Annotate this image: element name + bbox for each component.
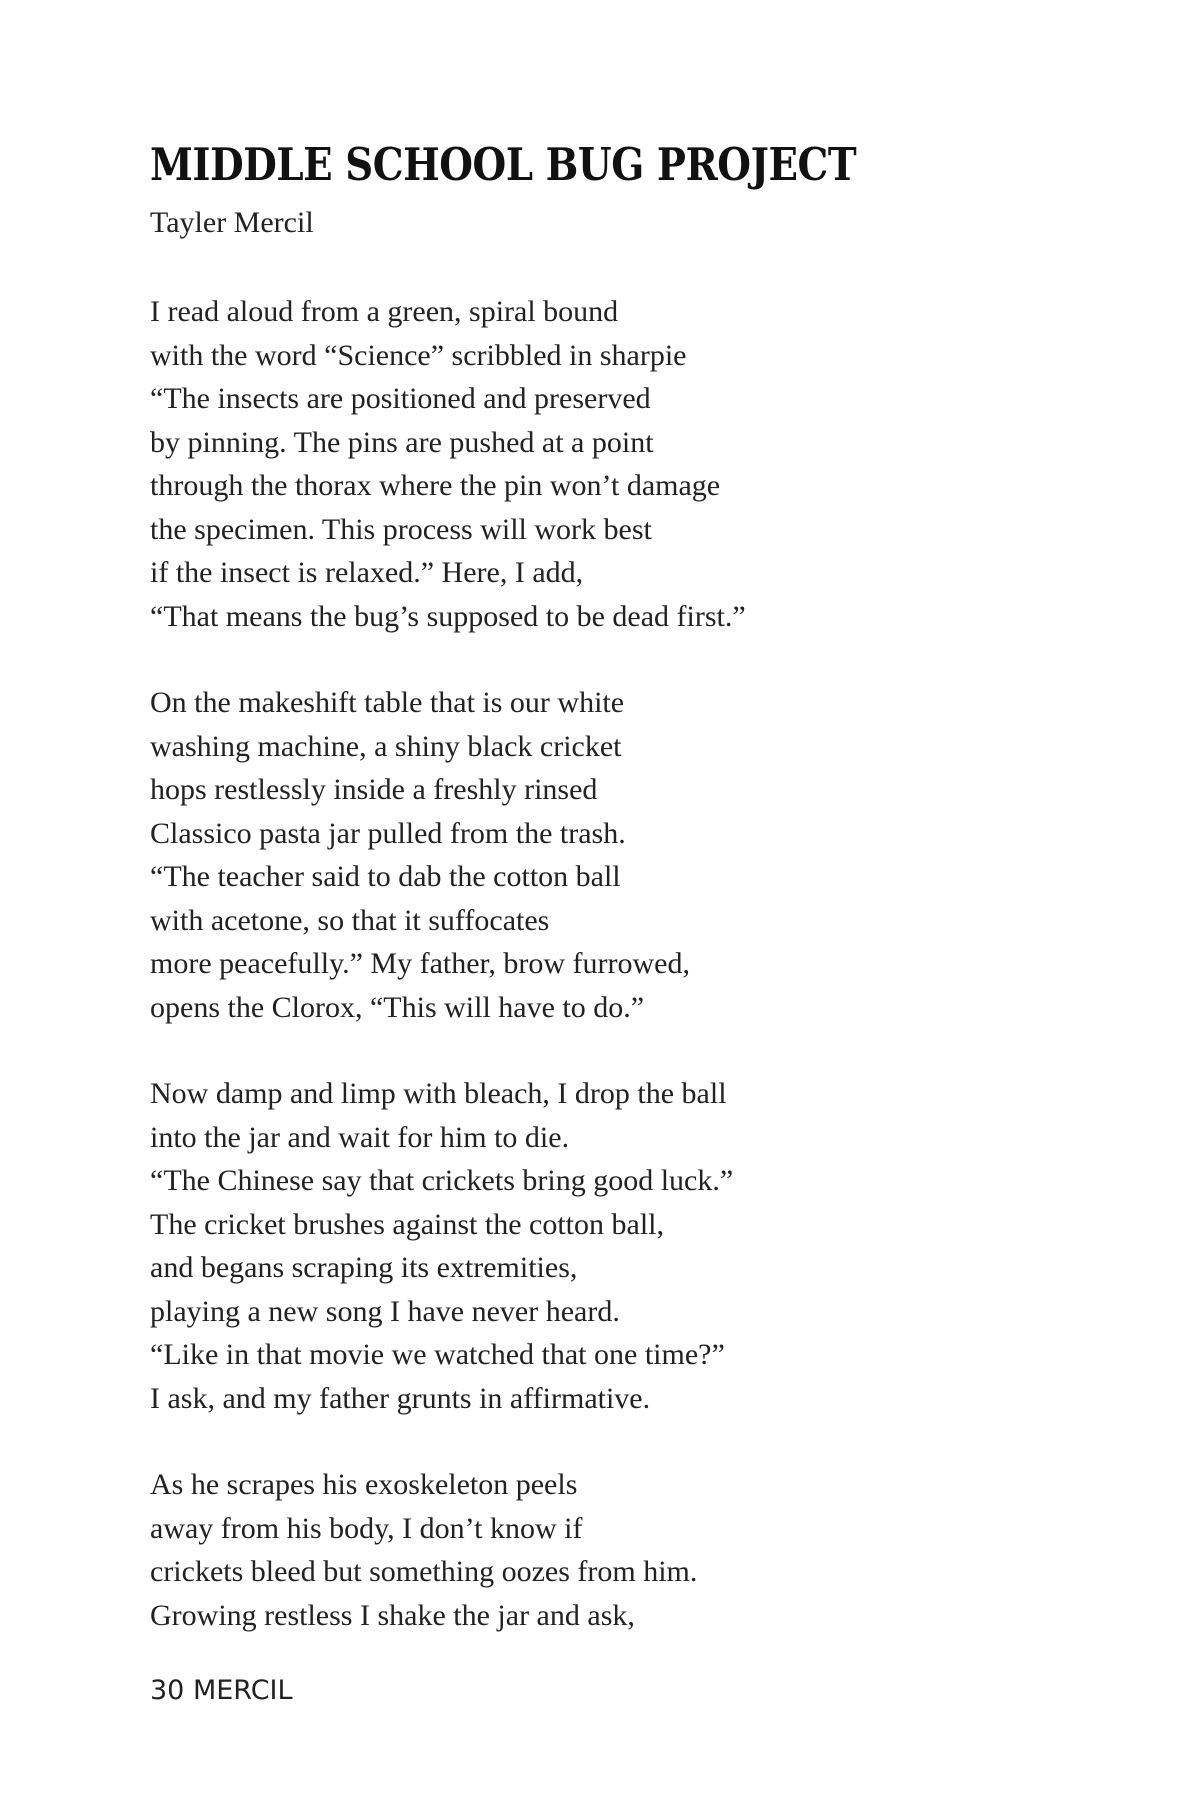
page-footer: 30 MERCIL <box>150 1675 293 1706</box>
poem-line: “The Chinese say that crickets bring good luck.” <box>150 1164 734 1197</box>
poem-line: if the insect is relaxed.” Here, I add, <box>150 556 584 589</box>
poem-line: Classico pasta jar pulled from the trash. <box>150 816 626 850</box>
poem-line: “Like in that movie we watched that one time?” <box>150 1338 725 1371</box>
poem-author: Tayler Mercil <box>150 206 314 239</box>
poem-line: “The insects are positioned and preserved <box>150 382 651 415</box>
poem-line: the specimen. This process will work best <box>150 512 652 546</box>
poem-line: into the jar and wait for him to die. <box>150 1120 570 1154</box>
poem-body <box>150 290 1150 1680</box>
poem-line: away from his body, I don’t know if <box>150 1511 583 1545</box>
poem-line: with acetone, so that it suffocates <box>150 903 550 937</box>
poem-line: opens the Clorox, “This will have to do.” <box>150 990 645 1024</box>
stanza-3 <box>150 1072 1150 1420</box>
poem-line: crickets bleed but something oozes from him. <box>150 1555 698 1588</box>
poem-line: I read aloud from a green, spiral bound <box>150 295 619 328</box>
poem-line: hops restlessly inside a freshly rinsed <box>150 773 598 806</box>
poem-line: I ask, and my father grunts in affirmative. <box>150 1381 651 1415</box>
poem-line: “The teacher said to dab the cotton ball <box>150 860 621 893</box>
poem-line: The cricket brushes against the cotton ball, <box>150 1207 664 1241</box>
poem-line: On the makeshift table that is our white <box>150 686 625 719</box>
poem-line: more peacefully.” My father, brow furrowed, <box>150 947 690 980</box>
poem-line: with the word “Science” scribbled in sharpie <box>150 338 687 372</box>
poem-line: As he scrapes his exoskeleton peels <box>150 1468 578 1501</box>
poem-line: Now damp and limp with bleach, I drop the ball <box>150 1077 727 1110</box>
poem-line: “That means the bug’s supposed to be dead first.” <box>150 599 746 633</box>
poem-line: washing machine, a shiny black cricket <box>150 729 622 763</box>
poem-line: Growing restless I shake the jar and ask, <box>150 1598 635 1632</box>
stanza-1 <box>150 290 1150 638</box>
stanza-4 <box>150 1463 1150 1637</box>
poem-line: by pinning. The pins are pushed at a point <box>150 425 654 459</box>
stanza-2 <box>150 681 1150 1029</box>
poem-line: playing a new song I have never heard. <box>150 1294 620 1328</box>
poem-title: MIDDLE SCHOOL BUG PROJECT <box>150 138 857 191</box>
poem-line: through the thorax where the pin won’t damage <box>150 469 721 502</box>
poem-line: and begans scraping its extremities, <box>150 1251 578 1284</box>
